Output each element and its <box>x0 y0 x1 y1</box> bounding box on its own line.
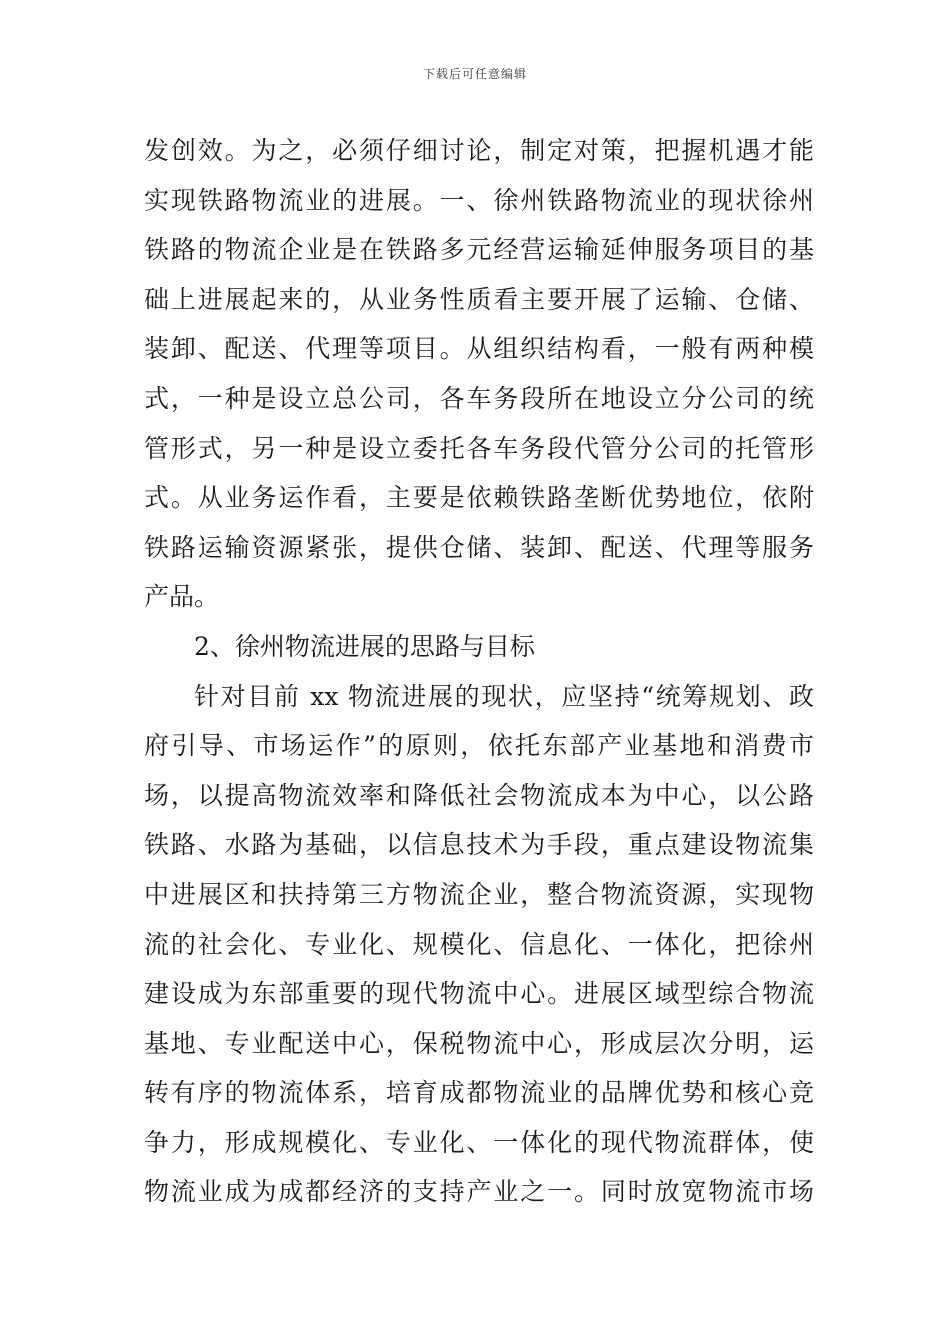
text-line: 基地、专业配送中心，保税物流中心，形成层次分明，运 <box>144 1028 814 1058</box>
document-body <box>144 126 814 1217</box>
text-line: 中进展区和扶持第三方物流企业，整合物流资源，实现物 <box>144 879 814 909</box>
text-line: 式，一种是设立总公司，各车务段所在地设立分公司的统 <box>144 383 814 413</box>
text-line: 针对目前 xx 物流进展的现状，应坚持“统筹规划、政 <box>194 681 814 711</box>
text-line: 产品。 <box>144 582 220 612</box>
section-heading <box>144 622 814 672</box>
text-line: 铁路的物流企业是在铁路多元经营运输延伸服务项目的基 <box>144 235 814 265</box>
text-line: 发创效。为之，必须仔细讨论，制定对策，把握机遇才能 <box>144 136 814 165</box>
paragraph-development-goals <box>144 672 814 1218</box>
text-line: 实现铁路物流业的进展。一、徐州铁路物流业的现状徐州 <box>144 185 814 215</box>
text-line: 建设成为东部重要的现代物流中心。进展区域型综合物流 <box>144 979 814 1009</box>
text-line: 铁路运输资源紧张，提供仓储、装卸、配送、代理等服务 <box>144 532 814 562</box>
text-line: 铁路、水路为基础，以信息技术为手段，重点建设物流集 <box>144 830 814 860</box>
page-header: 下载后可任意编辑 <box>422 67 527 81</box>
paragraph-railway-logistics-status <box>144 126 814 622</box>
heading-line: 2、徐州物流进展的思路与目标 <box>194 631 535 661</box>
text-line: 争力，形成规模化、专业化、一体化的现代物流群体，使 <box>144 1127 814 1157</box>
text-line: 式。从业务运作看，主要是依赖铁路垄断优势地位，依附 <box>144 483 814 513</box>
text-line: 场，以提高物流效率和降低社会物流成本为中心，以公路 <box>144 780 814 810</box>
text-line: 转有序的物流体系，培育成都物流业的品牌优势和核心竞 <box>144 1078 814 1108</box>
text-line: 流的社会化、专业化、规模化、信息化、一体化，把徐州 <box>144 929 814 959</box>
text-line: 府引导、市场运作”的原则，依托东部产业基地和消费市 <box>144 731 814 761</box>
text-line: 础上进展起来的，从业务性质看主要开展了运输、仓储、 <box>144 284 814 314</box>
text-line: 物流业成为成都经济的支持产业之一。同时放宽物流市场 <box>144 1177 814 1207</box>
text-line: 装卸、配送、代理等项目。从组织结构看，一般有两种模 <box>144 334 814 364</box>
text-line: 管形式，另一种是设立委托各车务段代管分公司的托管形 <box>144 433 814 463</box>
